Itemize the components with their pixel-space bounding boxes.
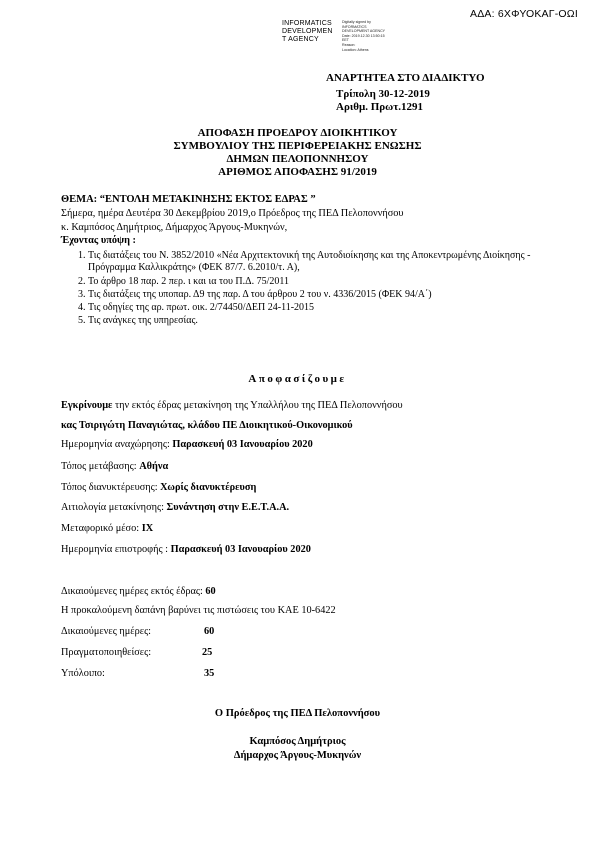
considerations-list — [70, 250, 538, 329]
signatory-role: Δήμαρχος Άργους-Μυκηνών — [233, 750, 362, 761]
intro-line: Σήμερα, ημέρα Δευτέρα 30 Δεκεμβρίου 2019,ο Πρόεδρος της ΠΕΔ Πελοποννήσου — [61, 208, 404, 219]
field-label: Τόπος διανυκτέρευσης: — [61, 482, 161, 493]
list-item: 1. Τις διατάξεις του Ν. 3852/2010 «Νέα Αρχιτεκτονική της Αυτοδιοίκησης και της Αποκεντρωμένης Διοίκησης - Πρόγραμμα Καλλικράτης» (ΦΕΚ 87/7. 6.2010/τ. Α), — [88, 250, 538, 275]
field-value: Παρασκευή 03 Ιανουαρίου 2020 — [170, 544, 311, 555]
field-row — [61, 502, 289, 513]
approval-line — [61, 400, 403, 411]
field-row — [61, 439, 313, 450]
field-label: Ημερομηνία επιστροφής : — [61, 544, 171, 555]
considering-heading: Έχοντας υπόψη : — [61, 235, 136, 246]
list-item: 4. Τις οδηγίες της αρ. πρωτ. οικ. 2/74450/ΔΕΠ 24-11-2015 — [88, 302, 538, 314]
list-item: 2. Το άρθρο 18 παρ. 2 περ. ι και ια του Π.Δ. 75/2011 — [88, 276, 538, 288]
list-item: 3. Τις διατάξεις της υποπαρ. Δ9 της παρ. Δ του άρθρου 2 του ν. 4336/2015 (ΦΕΚ 94/Α΄) — [88, 289, 538, 301]
field-label: Τόπος μετάβασης: — [61, 461, 140, 472]
signature-logo-text — [282, 20, 333, 44]
field-value: Συνάντηση στην Ε.Ε.Τ.Α.Α. — [166, 502, 290, 513]
summary-label: Δικαιούμενες ημέρες: — [61, 626, 152, 637]
summary-label: Πραγματοποιηθείσες: — [61, 647, 152, 658]
logo-line: T AGENCY — [282, 36, 319, 43]
field-row — [61, 482, 256, 493]
days-out-row — [61, 586, 216, 597]
digital-signature-stamp — [282, 20, 392, 60]
approve-text: την εκτός έδρας μετακίνηση της Υπαλλήλου της ΠΕΔ Πελοποννήσου — [112, 400, 403, 411]
ada-code: ΑΔΑ: 6ΧΦΥΟΚΑΓ-ΟΩΙ — [470, 8, 578, 20]
field-row — [61, 523, 153, 534]
field-row — [61, 544, 311, 555]
field-value: ΙΧ — [141, 523, 154, 534]
signature-detail-line: EET — [342, 38, 349, 43]
field-label: Ημερομηνία αναχώρησης: — [61, 439, 173, 450]
signature-detail-line: Location: Athens — [342, 47, 369, 52]
field-label: Δικαιούμενες ημέρες εκτός έδρας: — [61, 586, 206, 597]
signature-detail-line: DEVELOPMENT AGENCY — [342, 29, 386, 34]
subject-line: ΘΕΜΑ: “ΕΝΤΟΛΗ ΜΕΤΑΚΙΝΗΣΗΣ ΕΚΤΟΣ ΕΔΡΑΣ ” — [61, 194, 316, 205]
logo-line: DEVELOPMEN — [282, 28, 333, 35]
field-row — [61, 461, 168, 472]
expense-line: Η προκαλούμενη δαπάνη βαρύνει τις πιστώσεις του ΚΑΕ 10-6422 — [61, 605, 336, 616]
summary-value: 60 — [204, 626, 215, 637]
document-date: Τρίπολη 30-12-2019 — [336, 88, 430, 100]
employee-line: κας Τσιριγώτη Παναγιώτας, κλάδου ΠΕ Διοικητικού-Οικονομικού — [61, 420, 353, 431]
logo-line: INFORMATICS — [282, 20, 332, 27]
signature-detail-line: Reason: — [342, 42, 356, 47]
field-label: Μεταφορικό μέσο: — [61, 523, 142, 534]
signature-detail-line: Digitally signed by — [342, 20, 371, 24]
field-value: Αθήνα — [139, 461, 169, 472]
summary-value: 25 — [202, 647, 213, 658]
field-value: 60 — [205, 586, 216, 597]
field-value: Χωρίς διανυκτέρευση — [160, 482, 257, 493]
decision-title-line: ΣΥΜΒΟΥΛΙΟΥ ΤΗΣ ΠΕΡΙΦΕΡΕΙΑΚΗΣ ΕΝΩΣΗΣ — [173, 140, 422, 152]
summary-label: Υπόλοιπο: — [61, 668, 105, 679]
summary-value: 35 — [204, 668, 215, 679]
intro-line: κ. Καμπόσος Δημήτριος, Δήμαρχος Άργους-Μυκηνών, — [61, 222, 288, 233]
list-item: 5. Τις ανάγκες της υπηρεσίας. — [88, 315, 538, 327]
decision-title-line: ΑΠΟΦΑΣΗ ΠΡΟΕΔΡΟΥ ΔΙΟΙΚΗΤΙΚΟΥ — [197, 127, 398, 139]
signature-title: Ο Πρόεδρος της ΠΕΔ Πελοποννήσου — [214, 708, 381, 719]
field-value: Παρασκευή 03 Ιανουαρίου 2020 — [172, 439, 313, 450]
signature-details — [342, 20, 385, 52]
approve-word: Εγκρίνουμε — [61, 400, 113, 411]
protocol-number: Αριθμ. Πρωτ.1291 — [336, 101, 424, 113]
signature-detail-line: INFORMATICS — [342, 24, 367, 29]
decision-number: ΑΡΙΘΜΟΣ ΑΠΟΦΑΣΗΣ 91/2019 — [218, 166, 377, 178]
signatory-name: Καμπόσος Δημήτριος — [249, 736, 346, 747]
field-label: Αιτιολογία μετακίνησης: — [61, 502, 167, 513]
signature-detail-line: Date: 2019.12.30 13:50:15 — [342, 33, 385, 38]
posted-online-note: ΑΝΑΡΤΗΤΕΑ ΣΤΟ ΔΙΑΔΙΚΤΥΟ — [326, 72, 485, 84]
decision-title-line: ΔΗΜΩΝ ΠΕΛΟΠΟΝΝΗΣΟΥ — [226, 153, 369, 165]
decide-heading: Αποφασίζουμε — [248, 373, 347, 385]
